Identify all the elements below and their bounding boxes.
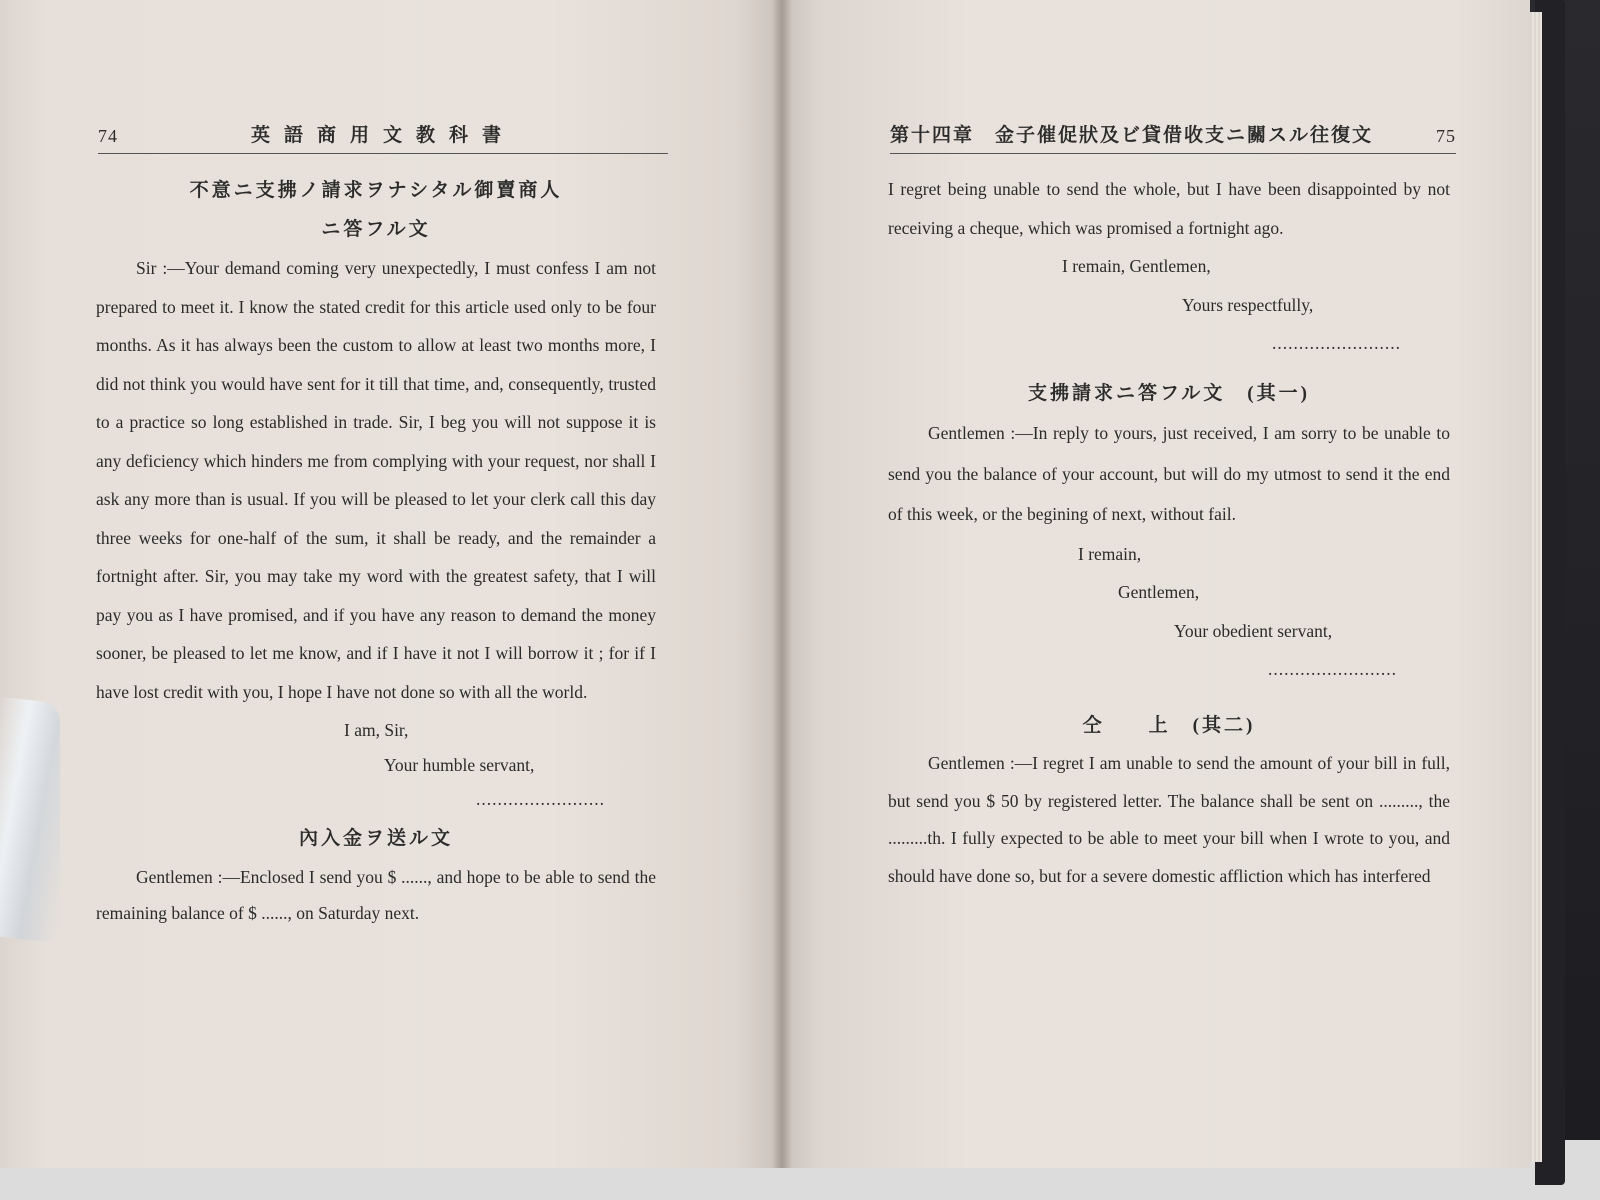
glass-weight — [0, 697, 60, 943]
signature-placeholder: ........................ — [476, 788, 605, 809]
left-page-body — [96, 172, 656, 931]
right-page-header — [890, 118, 1456, 154]
right-page-number: 75 — [1436, 126, 1456, 146]
left-running-head: 英語商用文教科書 — [250, 125, 515, 146]
left-page — [0, 0, 782, 1168]
signature-placeholder: ........................ — [1268, 659, 1397, 679]
left-page-number: 74 — [98, 126, 118, 146]
letter-valediction: Yours respectfully, — [1182, 294, 1314, 315]
letter-valediction: Your obedient servant, — [1174, 620, 1333, 641]
letter-paragraph: I regret being unable to send the whole, but I have been disappointed by not receiving a cheque, which was promised a fortnight ago. — [888, 179, 1450, 238]
signature-placeholder: ........................ — [1272, 333, 1401, 353]
right-running-head: 第十四章 金子催促狀及ビ貸借收支ニ關スル往復文 — [890, 125, 1374, 146]
letter-valediction: Your humble servant, — [384, 754, 535, 775]
book-gutter — [772, 0, 792, 1168]
letter-closing: I remain, Gentlemen, — [1062, 256, 1211, 276]
section-heading: 仝 上 (其二) — [1082, 714, 1256, 736]
letter-paragraph: Gentlemen :—Enclosed I send you $ ......, and hope to be able to send the remaining balance of $ ......, on Saturday next. — [96, 866, 656, 923]
right-page-body — [888, 170, 1450, 895]
letter-closing: I remain, — [1078, 543, 1142, 564]
letter-paragraph: Sir :—Your demand coming very unexpectedly, I must confess I am not prepared to meet it. I know the stated credit for this article used only to be four months. As it has always been the custom to allow at least two months more, I did not think you would have sent for it till that time, and, consequently, trusted to a practice so long established in trade. Sir, I beg you will not suppose it is any deficiency which hinders me from complying with your request, nor shall I ask any more than is usual. If you will be pleased to let your clerk call this day three weeks for one-half of the sum, it shall be ready, and the remainder a fortnight after. Sir, you may take my word with the greatest safety, that I will pay you as I have promised, and if you have any reason to demand the money sooner, be pleased to let me know, and if I have it not I will borrow it ; for if I have lost credit with you, I hope I have not done so with all the world. — [96, 258, 656, 702]
left-page-header — [98, 118, 668, 154]
letter-paragraph: Gentlemen :—I regret I am unable to send the amount of your bill in full, but send you $ 50 by registered letter. The balance shall be sent on ........., the .........th. I fully expected to be able to meet your bill when I wrote to you, and should have done so, but for a severe domestic affliction which has interfered — [888, 753, 1450, 886]
section-heading: 內入金ヲ送ル文 — [298, 828, 453, 849]
section-heading: 支拂請求ニ答フル文 (其一) — [1028, 382, 1310, 404]
right-page — [782, 0, 1530, 1168]
letter-closing: I am, Sir, — [344, 720, 409, 740]
section-heading-line2: ニ答フル文 — [321, 218, 431, 240]
letter-salutation: Gentlemen, — [1118, 582, 1200, 602]
section-heading-line1: 不意ニ支拂ノ請求ヲナシタル御賣商人 — [189, 180, 563, 201]
letter-paragraph: Gentlemen :—In reply to yours, just received, I am sorry to be unable to send you the balance of your account, but will do my utmost to send it the end of this week, or the begining of next, without fail. — [888, 423, 1450, 524]
